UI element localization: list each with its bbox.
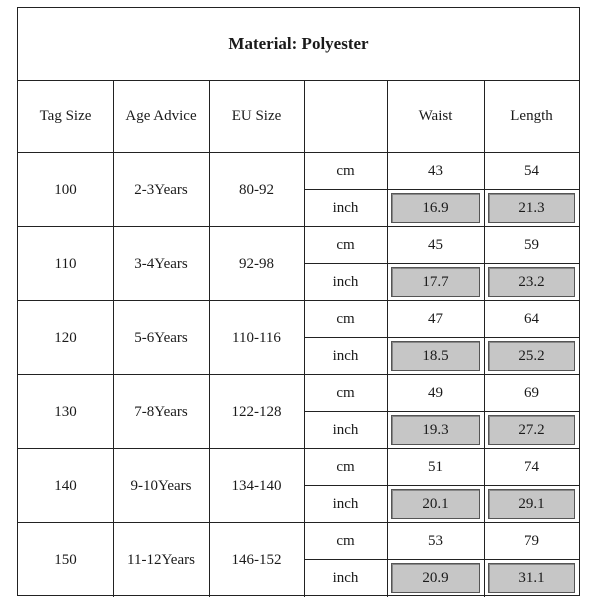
header-age-advice: Age Advice — [125, 107, 197, 124]
waist-cm-cell: 53 — [428, 533, 443, 549]
unit-inch-label: inch — [332, 496, 359, 512]
unit-inch-label: inch — [332, 422, 359, 438]
header-length: Length — [510, 107, 553, 124]
header-waist: Waist — [418, 107, 453, 124]
unit-cm-label: cm — [336, 533, 355, 549]
size-chart-table — [17, 7, 580, 596]
header-unit — [304, 80, 387, 152]
unit-cm-label: cm — [336, 459, 355, 475]
age-advice-cell: 5-6Years — [134, 329, 188, 346]
waist-inch-cell: 20.9 — [391, 563, 480, 593]
tag-size-cell: 130 — [54, 403, 77, 420]
unit-inch-label: inch — [332, 274, 359, 290]
eu-size-cell: 134-140 — [231, 477, 282, 494]
waist-inch-cell: 17.7 — [391, 267, 480, 297]
age-advice-cell: 3-4Years — [134, 255, 188, 272]
length-cm-cell: 79 — [524, 533, 539, 549]
eu-size-cell: 146-152 — [231, 551, 282, 568]
eu-size-cell: 110-116 — [232, 329, 281, 346]
tag-size-cell: 120 — [54, 329, 77, 346]
age-advice-cell: 11-12Years — [127, 551, 195, 568]
unit-cm-label: cm — [336, 311, 355, 327]
eu-size-cell: 80-92 — [239, 181, 274, 198]
length-inch-cell: 21.3 — [488, 193, 575, 223]
waist-cm-cell: 51 — [428, 459, 443, 475]
waist-cm-cell: 49 — [428, 385, 443, 401]
age-advice-cell: 9-10Years — [130, 477, 192, 494]
eu-size-cell: 122-128 — [231, 403, 282, 420]
tag-size-cell: 110 — [54, 255, 77, 272]
tag-size-cell: 140 — [54, 477, 77, 494]
unit-cm-label: cm — [336, 237, 355, 253]
length-inch-cell: 23.2 — [488, 267, 575, 297]
length-cm-cell: 54 — [524, 163, 539, 179]
unit-inch-label: inch — [332, 348, 359, 364]
waist-cm-cell: 47 — [428, 311, 443, 327]
length-inch-cell: 29.1 — [488, 489, 575, 519]
age-advice-cell: 2-3Years — [134, 181, 188, 198]
unit-cm-label: cm — [336, 163, 355, 179]
eu-size-cell: 92-98 — [239, 255, 274, 272]
table-title: Material: Polyester — [18, 8, 579, 81]
length-cm-cell: 64 — [524, 311, 539, 327]
waist-inch-cell: 20.1 — [391, 489, 480, 519]
length-inch-cell: 27.2 — [488, 415, 575, 445]
waist-cm-cell: 43 — [428, 163, 443, 179]
unit-inch-label: inch — [332, 570, 359, 586]
tag-size-cell: 100 — [54, 181, 77, 198]
header-tag-size: Tag Size — [39, 107, 92, 124]
length-inch-cell: 25.2 — [488, 341, 575, 371]
waist-inch-cell: 19.3 — [391, 415, 480, 445]
length-inch-cell: 31.1 — [488, 563, 575, 593]
length-cm-cell: 69 — [524, 385, 539, 401]
length-cm-cell: 74 — [524, 459, 539, 475]
age-advice-cell: 7-8Years — [134, 403, 188, 420]
tag-size-cell: 150 — [54, 551, 77, 568]
unit-inch-label: inch — [332, 200, 359, 216]
header-eu-size: EU Size — [231, 107, 282, 124]
waist-inch-cell: 16.9 — [391, 193, 480, 223]
length-cm-cell: 59 — [524, 237, 539, 253]
unit-cm-label: cm — [336, 385, 355, 401]
waist-inch-cell: 18.5 — [391, 341, 480, 371]
waist-cm-cell: 45 — [428, 237, 443, 253]
